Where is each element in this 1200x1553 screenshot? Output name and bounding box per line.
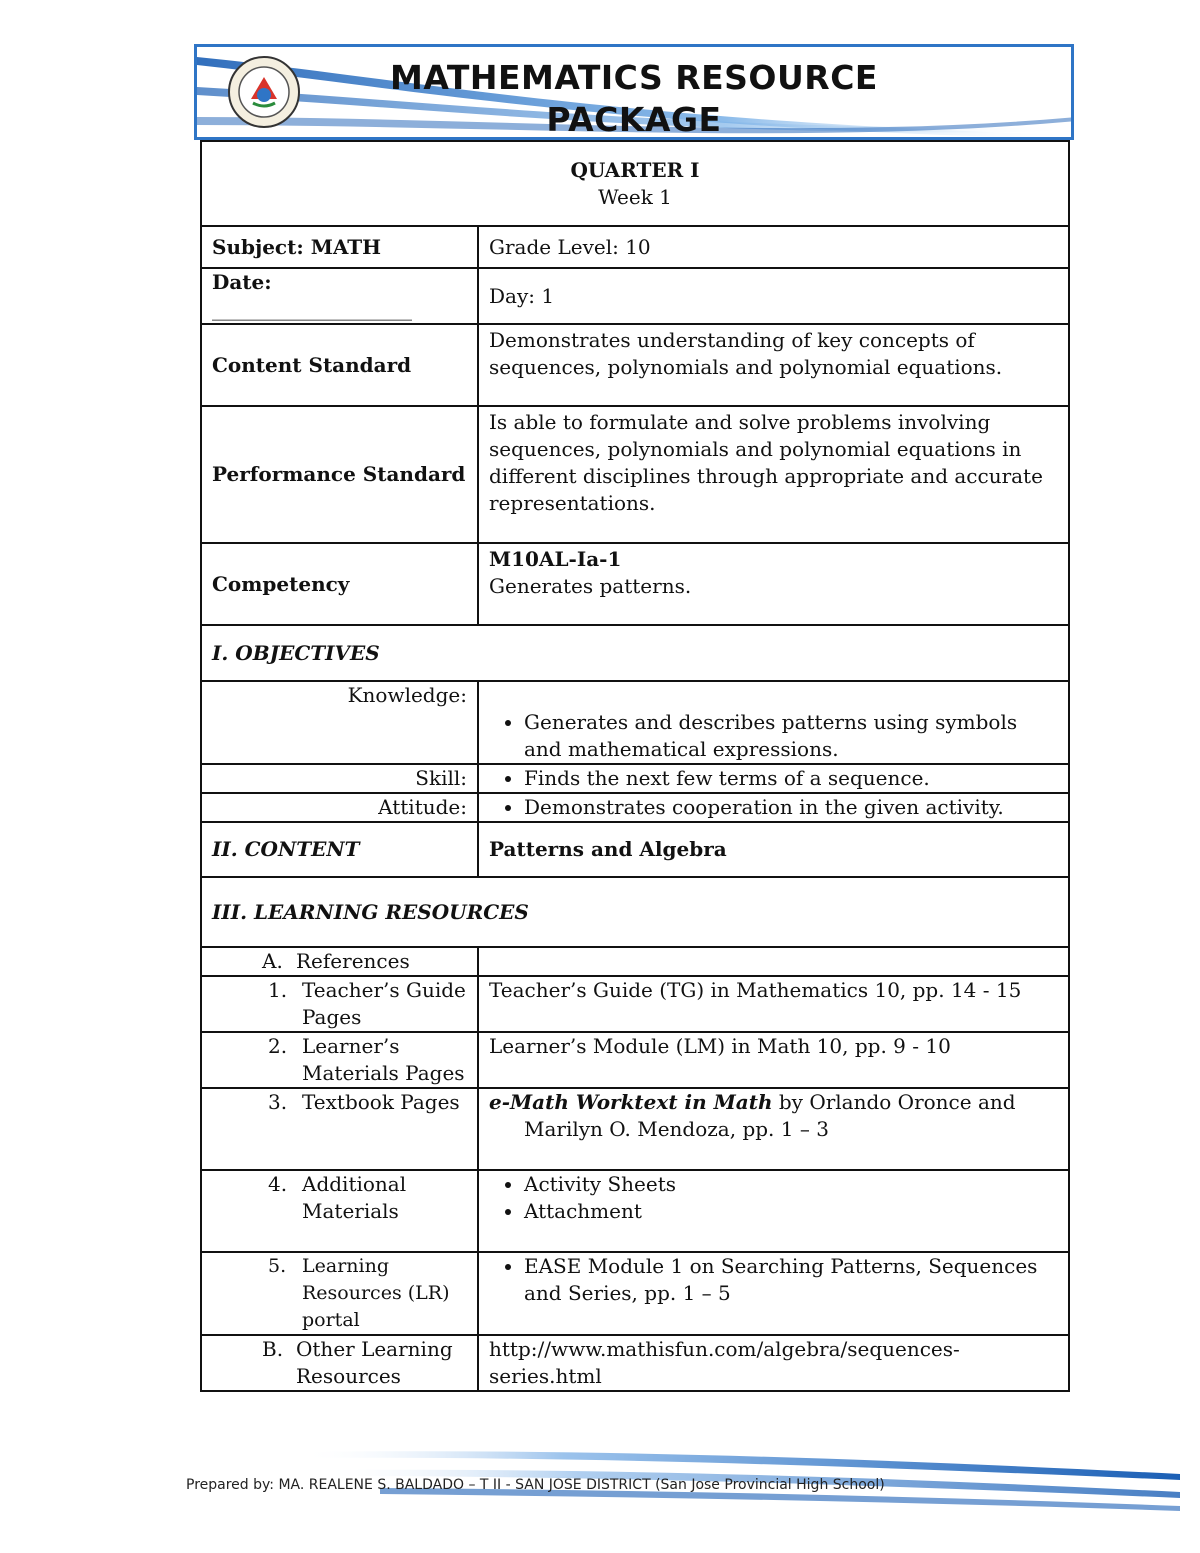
list-item: • Demonstrates cooperation in the given activity.: [524, 794, 1058, 821]
content-standard-value: Demonstrates understanding of key concepts of sequences, polynomials and polynomial equations.: [478, 324, 1069, 406]
attitude-cell: [478, 793, 1069, 822]
table-row: [201, 625, 1069, 681]
references-label: [201, 947, 478, 976]
additional-text: Additional Materials: [302, 1172, 407, 1223]
table-row: [201, 681, 1069, 764]
table-row: [201, 268, 1069, 324]
textbook-title: e-Math Worktext in Math: [489, 1090, 773, 1114]
list-letter: A.: [262, 949, 283, 973]
table-row: [201, 947, 1069, 976]
date-value: ____________________: [212, 297, 412, 321]
table-row: [201, 877, 1069, 947]
textbook-value: [478, 1088, 1069, 1170]
references-value: [478, 947, 1069, 976]
table-row: [201, 822, 1069, 877]
lr-portal-value: [478, 1252, 1069, 1335]
header-banner: [194, 44, 1074, 140]
knowledge-label: Knowledge:: [201, 681, 478, 764]
list-number: 4.: [268, 1172, 288, 1196]
lm-value: Learner’s Module (LM) in Math 10, pp. 9 - 10: [478, 1032, 1069, 1088]
competency-code: M10AL-Ia-1: [489, 547, 622, 571]
skill-cell: [478, 764, 1069, 793]
resources-heading: III. LEARNING RESOURCES: [201, 877, 1069, 947]
skill-label: Skill:: [201, 764, 478, 793]
list-item: • EASE Module 1 on Searching Patterns, Sequences and Series, pp. 1 – 5: [524, 1253, 1058, 1307]
other-resources-link[interactable]: http://www.mathisfun.com/algebra/sequences-series.html: [478, 1335, 1069, 1391]
additional-label: [201, 1170, 478, 1252]
date-cell: [201, 268, 478, 324]
table-row: [201, 226, 1069, 268]
content-value: Patterns and Algebra: [478, 822, 1069, 877]
table-row: [201, 1252, 1069, 1335]
list-number: 3.: [268, 1090, 288, 1114]
knowledge-cell: [478, 681, 1069, 764]
list-item: • Activity Sheets: [524, 1171, 1058, 1198]
table-row: [201, 543, 1069, 625]
table-row: [201, 1088, 1069, 1170]
date-label: Date:: [212, 270, 272, 294]
competency-cell: [478, 543, 1069, 625]
tg-label: [201, 976, 478, 1032]
textbook-label: [201, 1088, 478, 1170]
page-title: [197, 57, 1071, 140]
table-row: [201, 764, 1069, 793]
list-item: • Generates and describes patterns using symbols and mathematical expressions.: [524, 709, 1058, 763]
table-row: [201, 406, 1069, 543]
content-standard-label: Content Standard: [201, 324, 478, 406]
lr-portal-label: [201, 1252, 478, 1335]
content-heading: II. CONTENT: [201, 822, 478, 877]
table-row: [201, 324, 1069, 406]
objectives-heading: I. OBJECTIVES: [201, 625, 1069, 681]
footer-credit: Prepared by: MA. REALENE S. BALDADO – T II - SAN JOSE DISTRICT (San Jose Provincial High School): [186, 1477, 885, 1493]
lm-label: [201, 1032, 478, 1088]
tg-value: Teacher’s Guide (TG) in Mathematics 10, pp. 14 - 15: [478, 976, 1069, 1032]
quarter-label: QUARTER I: [570, 157, 700, 182]
textbook-text: Textbook Pages: [302, 1090, 460, 1114]
day-cell: Day: 1: [478, 268, 1069, 324]
lesson-plan-table: [200, 140, 1070, 1392]
attitude-label: Attitude:: [201, 793, 478, 822]
subject-cell: Subject: MATH: [201, 226, 478, 268]
table-row: [201, 141, 1069, 226]
table-row: [201, 976, 1069, 1032]
lm-text: Learner’s Materials Pages: [302, 1034, 465, 1085]
table-row: [201, 793, 1069, 822]
lr-portal-text: Learning Resources (LR) portal: [302, 1255, 450, 1331]
competency-label: Competency: [201, 543, 478, 625]
competency-text: Generates patterns.: [489, 574, 692, 598]
performance-standard-label: Performance Standard: [201, 406, 478, 543]
references-text: References: [296, 949, 410, 973]
title-line-2: PACKAGE: [546, 100, 722, 139]
list-number: 5.: [268, 1255, 287, 1277]
title-line-1: MATHEMATICS RESOURCE: [390, 58, 878, 97]
textbook-rest: by Orlando Oronce and Marilyn O. Mendoza, pp. 1 – 3: [524, 1090, 1016, 1141]
other-resources-label: [201, 1335, 478, 1391]
performance-standard-value: Is able to formulate and solve problems involving sequences, polynomials and polynomial equations in different disciplines through appropriate and accurate representations.: [478, 406, 1069, 543]
list-item: • Attachment: [524, 1198, 1058, 1225]
list-number: 1.: [268, 978, 288, 1002]
table-row: [201, 1335, 1069, 1391]
table-row: [201, 1032, 1069, 1088]
list-number: 2.: [268, 1034, 288, 1058]
list-letter: B.: [262, 1337, 284, 1361]
quarter-cell: [201, 141, 1069, 226]
additional-value: [478, 1170, 1069, 1252]
list-item: • Finds the next few terms of a sequence.: [524, 765, 1058, 792]
table-row: [201, 1170, 1069, 1252]
tg-text: Teacher’s Guide Pages: [302, 978, 466, 1029]
other-resources-text: Other Learning Resources: [296, 1337, 453, 1388]
week-label: Week 1: [598, 184, 672, 209]
grade-level-cell: Grade Level: 10: [478, 226, 1069, 268]
